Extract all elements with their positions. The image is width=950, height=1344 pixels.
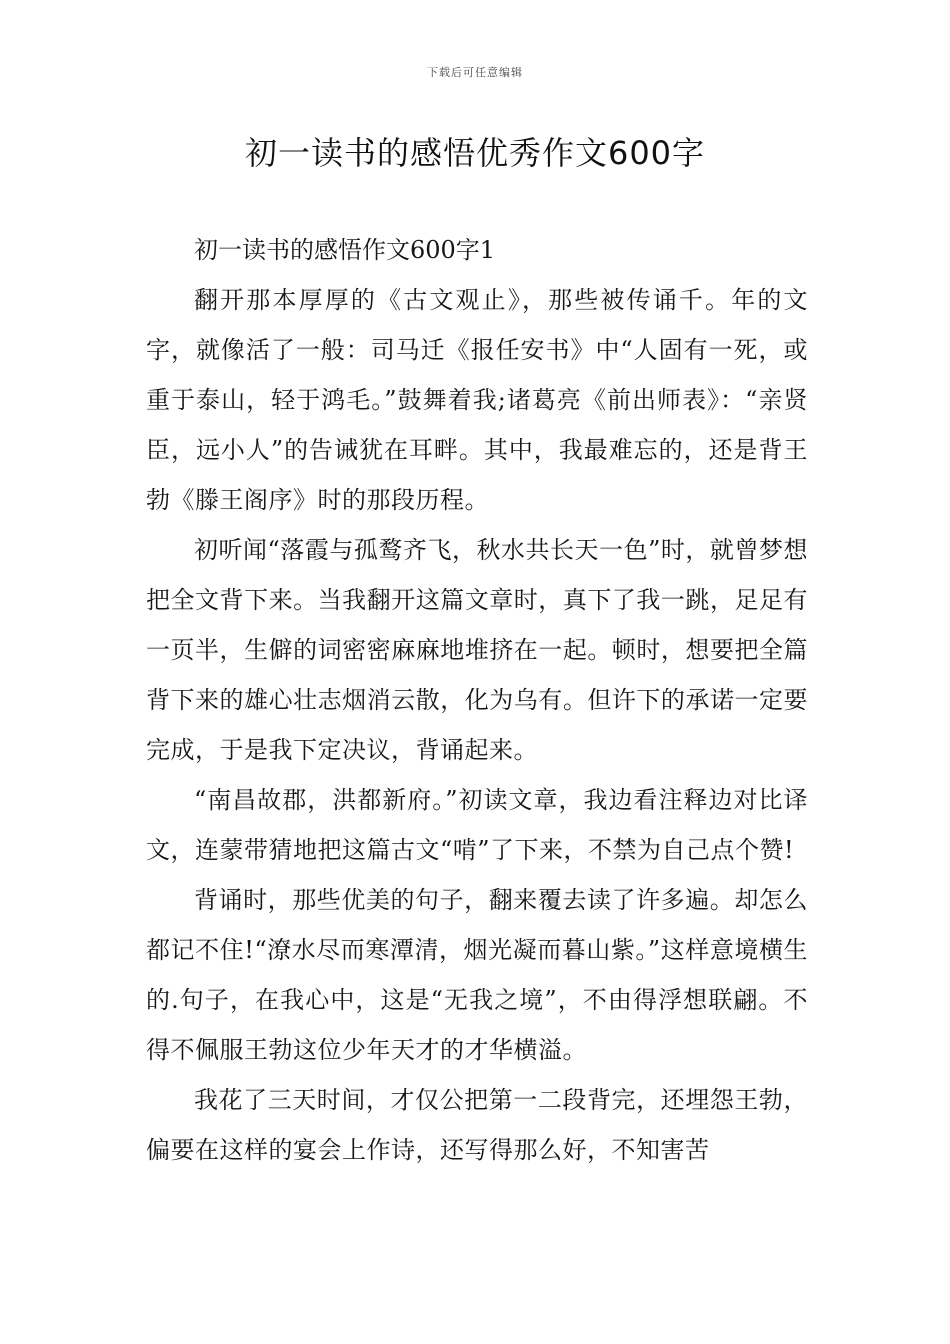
paragraph-3: “南昌故郡，洪都新府。”初读文章，我边看注释边对比译文，连蒙带猜地把这篇古文“啃”了下来，不禁为自己点个赞! — [146, 786, 808, 864]
paragraph-1: 翻开那本厚厚的《古文观止》，那些被传诵千。年的文字，就像活了一般：司马迁《报任安书》中“人固有一死，或重于泰山，轻于鸿毛。”鼓舞着我;诸葛亮《前出师表》：“亲贤臣，远小人”的告诫犹在耳畔。其中，我最难忘的，还是背王勃《滕王阁序》时的那段历程。 — [146, 286, 808, 514]
paragraph-4: 背诵时，那些优美的句子，翻来覆去读了许多遍。却怎么都记不住!“潦水尽而寒潭清，烟光凝而暮山紫。”这样意境横生的.句子，在我心中，这是“无我之境”，不由得浮想联翩。不得不佩服王勃这位少年天才的才华横溢。 — [146, 886, 808, 1064]
document-title: 初一读书的感悟优秀作文600字 — [244, 134, 706, 172]
paragraph-2: 初听闻“落霞与孤鹜齐飞，秋水共长天一色”时，就曾梦想把全文背下来。当我翻开这篇文章时，真下了我一跳，足足有一页半，生僻的词密密麻麻地堆挤在一起。顿时，想要把全篇背下来的雄心壮志烟消云散，化为乌有。但许下的承诺一定要完成，于是我下定决议，背诵起来。 — [146, 536, 808, 764]
header-note: 下载后可任意编辑 — [427, 66, 523, 79]
document-body — [146, 225, 808, 1175]
section-subheading: 初一读书的感悟作文600字1 — [194, 236, 496, 264]
paragraph-5: 我花了三天时间，才仅公把第一二段背完，还埋怨王勃，偏要在这样的宴会上作诗，还写得那么好，不知害苦 — [146, 1086, 808, 1164]
